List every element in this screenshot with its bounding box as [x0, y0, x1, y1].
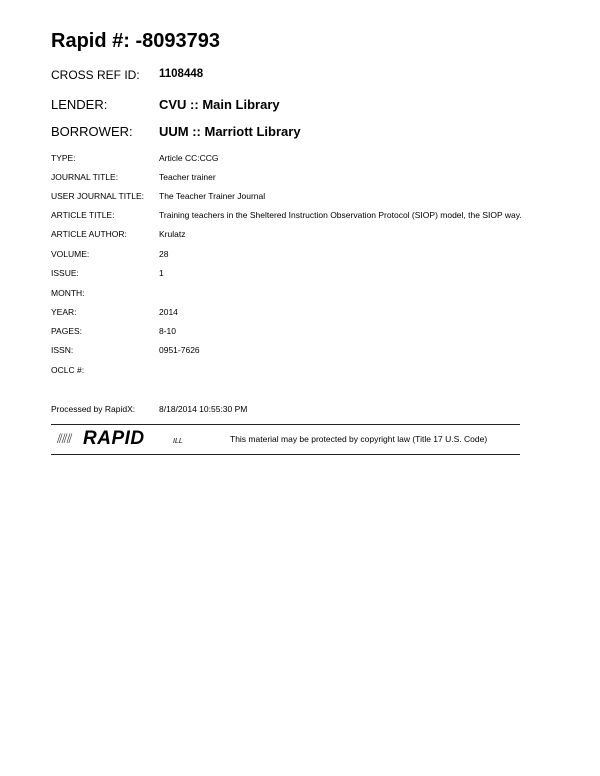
cross-ref-value: 1108448	[159, 68, 204, 80]
field-label: YEAR:	[51, 307, 77, 317]
field-value: Teacher trainer	[159, 172, 216, 182]
field-label: OCLC #:	[51, 365, 85, 375]
copyright-notice: This material may be protected by copyright law (Title 17 U.S. Code)	[230, 434, 488, 444]
processed-label: Processed by RapidX:	[51, 404, 136, 414]
field-value: Training teachers in the Sheltered Instruction Observation Protocol (SIOP) model, the SIOP way.	[159, 210, 522, 220]
cross-ref-label: CROSS REF ID:	[51, 68, 140, 82]
borrower-label: BORROWER:	[51, 124, 133, 139]
field-label: VOLUME:	[51, 249, 90, 259]
field-label: ARTICLE AUTHOR:	[51, 229, 127, 239]
field-label: ISSUE:	[51, 268, 79, 278]
field-label: USER JOURNAL TITLE:	[51, 191, 145, 201]
field-label: TYPE:	[51, 153, 76, 163]
field-value: 1	[159, 268, 164, 278]
processed-value: 8/18/2014 10:55:30 PM	[159, 404, 248, 414]
logo-suffix: ILL	[173, 438, 183, 445]
borrower-value: UUM :: Marriott Library	[159, 124, 301, 139]
logo-wordmark: RAPID	[83, 428, 145, 449]
field-value: 0951-7626	[159, 345, 200, 355]
field-value: The Teacher Trainer Journal	[159, 191, 266, 201]
field-label: PAGES:	[51, 326, 83, 336]
lender-value: CVU :: Main Library	[159, 97, 280, 112]
field-value: Krulatz	[159, 229, 186, 239]
lender-label: LENDER:	[51, 97, 108, 112]
bottom-divider	[51, 454, 520, 455]
processed-row	[51, 404, 248, 414]
field-label: MONTH:	[51, 288, 85, 298]
field-value: 2014	[159, 307, 178, 317]
field-value: 28	[159, 249, 169, 259]
field-value: 8-10	[159, 326, 177, 336]
field-label: ISSN:	[51, 345, 74, 355]
field-label: JOURNAL TITLE:	[51, 172, 119, 182]
page-title: Rapid #: -8093793	[51, 30, 220, 52]
top-divider	[51, 424, 520, 425]
rapid-logo	[57, 430, 227, 450]
field-value: Article CC:CCG	[159, 153, 219, 163]
logo-stripes-icon: ⫽⫽⫽	[57, 432, 72, 447]
field-label: ARTICLE TITLE:	[51, 210, 115, 220]
